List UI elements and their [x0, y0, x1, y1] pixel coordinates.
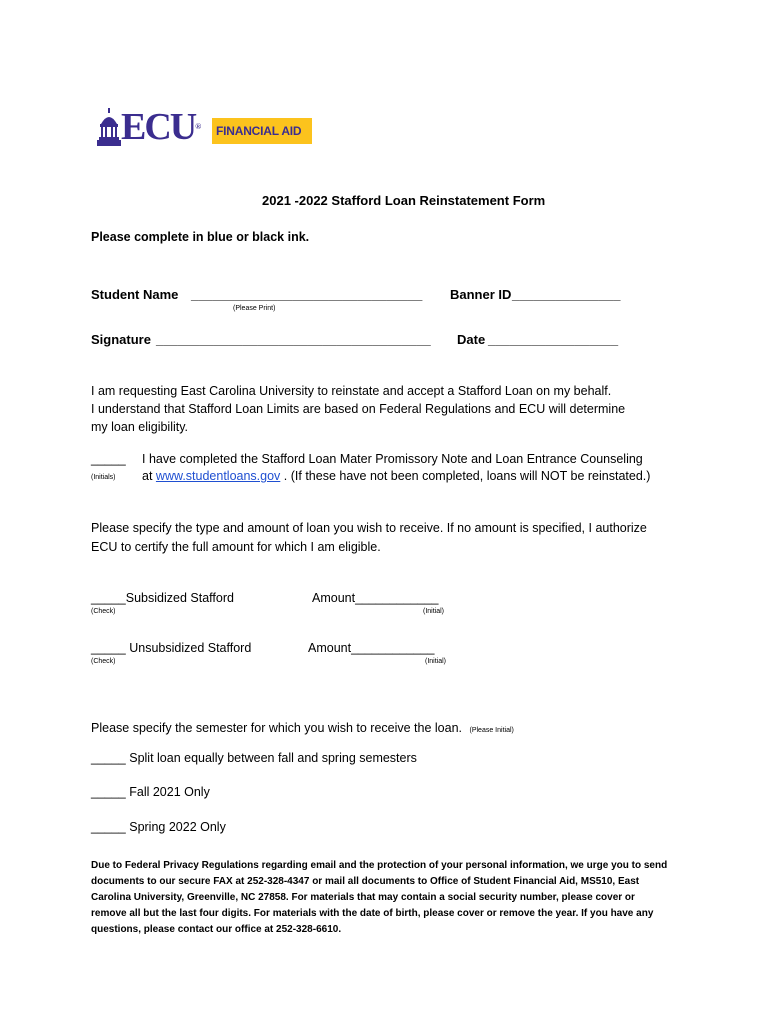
request-line-1: I am requesting East Carolina University to reinstate and accept a Stafford Loan on my behalf. — [91, 384, 612, 398]
semester-initial-note: (Please Initial) — [469, 727, 514, 734]
banner-id-field[interactable]: _______________ — [512, 287, 621, 302]
spring-only-option[interactable]: _____ Spring 2022 Only — [91, 820, 226, 834]
logo-wordmark: ECU® — [121, 106, 202, 148]
ecu-financial-aid-logo — [97, 108, 317, 150]
student-name-label: Student Name — [91, 287, 179, 302]
date-label: Date — [457, 332, 486, 347]
fall-only-option[interactable]: _____ Fall 2021 Only — [91, 785, 210, 799]
privacy-line-5: questions, please contact our office at 252-328-6610. — [91, 924, 342, 935]
unsubsidized-stafford-check[interactable]: _____ Unsubsidized Stafford — [91, 641, 252, 655]
unsubsidized-check-note: (Check) — [91, 658, 116, 665]
subsidized-check-note: (Check) — [91, 608, 116, 615]
privacy-line-2: documents to our secure FAX at 252-328-4347 or mail all documents to Office of Student Financial Aid, MS510, East — [91, 876, 640, 887]
counseling-suffix: . (If these have not been completed, loans will NOT be reinstated.) — [283, 469, 651, 483]
counseling-line-2 — [142, 469, 650, 483]
counseling-line-1: I have completed the Stafford Loan Mater Promissory Note and Loan Entrance Counseling — [142, 452, 643, 466]
initials-note: (Initials) — [91, 474, 116, 481]
semester-prompt-text: Please specify the semester for which you wish to receive the loan. — [91, 721, 463, 735]
subsidized-amount-field[interactable]: Amount____________ — [312, 591, 439, 605]
financial-aid-badge — [212, 118, 312, 144]
privacy-line-3: Carolina University, Greenville, NC 27858. For materials that may contain a social security number, please cover or — [91, 892, 635, 903]
cupola-icon — [97, 108, 121, 150]
loan-type-line-2: ECU to certify the full amount for which I am eligible. — [91, 540, 381, 554]
date-field[interactable]: __________________ — [488, 332, 619, 347]
privacy-line-1: Due to Federal Privacy Regulations regarding email and the protection of your personal information, we urge you to send — [91, 860, 668, 871]
signature-field[interactable]: ______________________________________ — [156, 332, 431, 347]
ink-instruction: Please complete in blue or black ink. — [91, 230, 310, 244]
student-name-field[interactable]: ________________________________ — [191, 287, 423, 302]
loan-type-line-1: Please specify the type and amount of loan you wish to receive. If no amount is specified, I authorize — [91, 521, 647, 535]
privacy-notice — [91, 858, 731, 938]
please-print-note: (Please Print) — [233, 305, 276, 312]
subsidized-stafford-check[interactable]: _____Subsidized Stafford — [91, 591, 234, 605]
split-loan-option[interactable]: _____ Split loan equally between fall and spring semesters — [91, 751, 417, 765]
subsidized-initial-note: (Initial) — [423, 608, 445, 615]
financial-aid-badge-text: FINANCIAL AID — [216, 124, 302, 138]
semester-prompt — [91, 721, 514, 735]
studentloans-link[interactable]: www.studentloans.gov — [155, 469, 281, 483]
request-line-2: I understand that Stafford Loan Limits are based on Federal Regulations and ECU will determine — [91, 402, 626, 416]
request-line-3: my loan eligibility. — [91, 420, 189, 434]
counseling-prefix: at — [142, 469, 153, 483]
privacy-line-4: remove all but the last four digits. For materials with the date of birth, please cover or remove the year. If you have any — [91, 908, 654, 919]
form-title: 2021 -2022 Stafford Loan Reinstatement Form — [262, 193, 546, 208]
unsubsidized-initial-note: (Initial) — [425, 658, 447, 665]
banner-id-label: Banner ID — [450, 287, 512, 302]
counseling-initials-field[interactable]: _____ — [91, 452, 126, 466]
unsubsidized-amount-field[interactable]: Amount____________ — [308, 641, 435, 655]
signature-label: Signature — [91, 332, 151, 347]
